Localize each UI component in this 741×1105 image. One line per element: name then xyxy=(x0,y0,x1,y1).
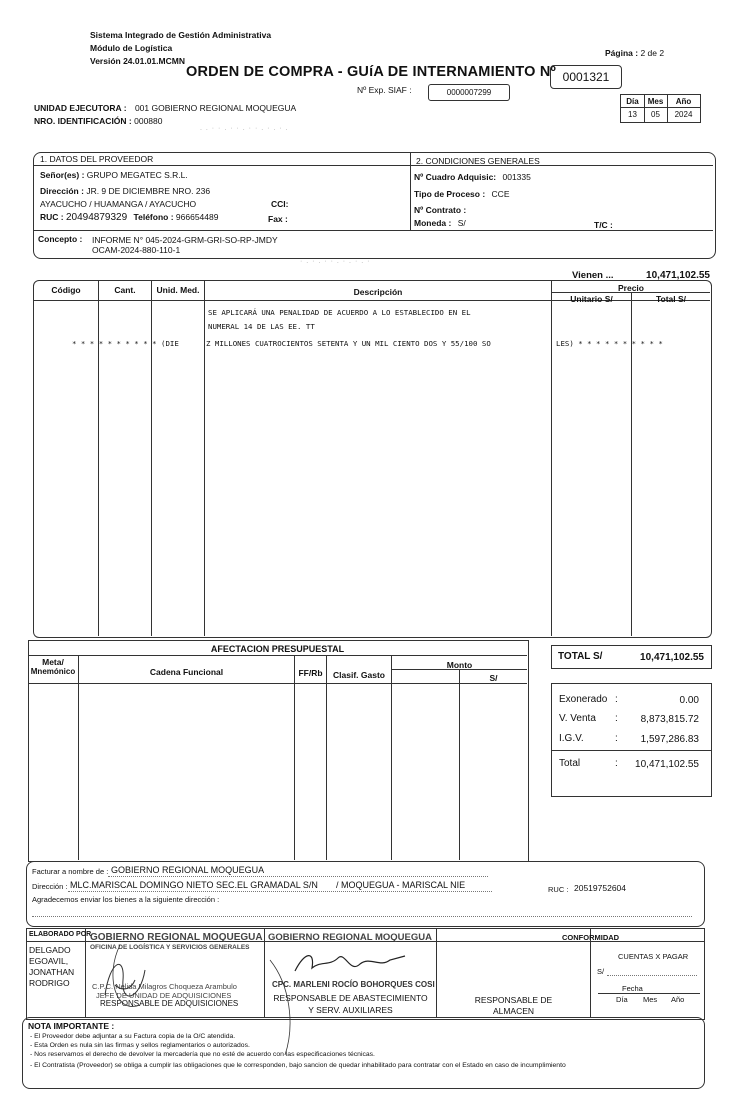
igv-label: I.G.V. xyxy=(559,733,584,744)
net-sale-label: V. Venta xyxy=(559,713,596,724)
col-description: Descripción xyxy=(353,287,403,297)
billing-address-value: MLC.MARISCAL DOMINGO NIETO SEC.EL GRAMADAL S/N xyxy=(70,880,318,890)
bill-to-label: Facturar a nombre de : xyxy=(32,867,109,876)
col-expense-class: Clasif. Gasto xyxy=(333,670,385,680)
scan-noise: . . · · . · · . · · . · . · . xyxy=(200,125,289,132)
executing-unit-label: UNIDAD EJECUTORA : xyxy=(34,103,127,113)
carried-forward-value: 10,471,102.55 xyxy=(646,270,710,281)
scan-noise: · . · . · · . · . · . · xyxy=(300,258,371,265)
provider-address-label: Dirección : xyxy=(40,186,84,196)
provider-ruc-row xyxy=(40,212,218,223)
igv-colon: : xyxy=(615,733,618,744)
prepared-by-name-1: DELGADO xyxy=(29,945,71,955)
stamp-logistics-office: OFICINA DE LOGÍSTICA Y SERVICIOS GENERALES xyxy=(90,944,250,951)
note-line: - El Proveedor debe adjuntar a su Factura copia de la O/C atendida. xyxy=(30,1033,236,1040)
module-name: Módulo de Logística xyxy=(90,43,173,53)
billing-ruc-value: 20519752604 xyxy=(574,883,627,893)
accounts-payable-label: CUENTAS X PAGAR xyxy=(618,952,689,961)
col-total: Total S/ xyxy=(655,294,687,304)
contract-label: Nº Contrato : xyxy=(414,205,467,215)
identification-value: 000880 xyxy=(134,116,163,126)
executing-unit xyxy=(34,103,296,113)
description-line: NUMERAL 14 DE LAS EE. TT xyxy=(208,322,315,331)
cuadro-label: Nº Cuadro Adquisic: xyxy=(414,172,497,182)
provider-city: AYACUCHO / HUAMANGA / AYACUCHO xyxy=(40,199,197,209)
description-line: SE APLICARÁ UNA PENALIDAD DE ACUERDO A LO ESTABLECIDO EN EL xyxy=(208,308,471,317)
bill-to-value: GOBIERNO REGIONAL MOQUEGUA xyxy=(111,865,265,875)
col-unit-price: Unitario S/ xyxy=(570,294,613,304)
col-quantity: Cant. xyxy=(114,285,136,295)
provider-address-row xyxy=(40,186,210,196)
responsible-warehouse-label: RESPONSABLE DE xyxy=(474,995,553,1005)
provider-phone: 966654489 xyxy=(175,212,219,222)
currency-row xyxy=(414,218,466,228)
exp-siaf-box xyxy=(428,84,510,101)
prepared-by-name-3: JONATHAN xyxy=(29,967,75,977)
conditions-section-title: 2. CONDICIONES GENERALES xyxy=(416,156,540,166)
exempt-value: 0.00 xyxy=(679,695,699,706)
exempt-label: Exonerado xyxy=(559,694,608,705)
amount-in-words-prefix: * * * * * * * * * * (DIE xyxy=(72,339,179,348)
provider-phone-label: Teléfono : xyxy=(133,212,174,222)
igv-value: 1,597,286.83 xyxy=(640,734,699,745)
stamp2-name: CPC. MARLENI ROCÍO BOHORQUES COSI xyxy=(272,980,435,989)
date-table xyxy=(620,94,701,123)
tax-summary-box xyxy=(551,683,712,797)
col-meta: Meta/ xyxy=(42,657,64,667)
col-amount-currency: S/ xyxy=(489,673,498,683)
provider-name: GRUPO MEGATEC S.R.L. xyxy=(86,170,188,180)
stamp-head-name: C.P.C. Nelida Milagros Choqueza Arambulo xyxy=(92,982,237,991)
notes-title: NOTA IMPORTANTE : xyxy=(28,1021,115,1031)
grand-total-label: Total xyxy=(559,758,581,769)
order-number: 0001321 xyxy=(562,70,610,84)
order-number-box xyxy=(550,65,622,89)
executing-unit-value: 001 GOBIERNO REGIONAL MOQUEGUA xyxy=(134,103,297,113)
provider-ruc: 20494879329 xyxy=(65,212,128,223)
provider-section-title: 1. DATOS DEL PROVEEDOR xyxy=(40,154,154,164)
concept-label: Concepto : xyxy=(38,234,83,244)
col-amount: Monto xyxy=(446,660,473,670)
carried-forward-label: Vienen ... xyxy=(572,270,614,281)
col-functional-chain: Cadena Funcional xyxy=(149,667,224,677)
net-sale-value: 8,873,815.72 xyxy=(640,714,699,725)
date-year: 2024 xyxy=(674,110,693,119)
col-code: Código xyxy=(51,285,81,295)
sign-date-year: Año xyxy=(671,995,685,1004)
total-value: 10,471,102.55 xyxy=(640,652,704,663)
page-indicator xyxy=(605,48,664,58)
cuadro-row xyxy=(414,172,531,182)
exempt-colon: : xyxy=(615,694,618,705)
total-box xyxy=(551,645,712,669)
stamp-head-role: JEFE DE UNIDAD DE ADQUISICIONES xyxy=(96,991,232,1000)
provider-ruc-label: RUC : xyxy=(40,212,64,222)
identification xyxy=(34,116,163,126)
responsible-supply-label-2: Y SERV. AUXILIARES xyxy=(308,1005,393,1015)
note-line: - Esta Orden es nula sin las firmas y sellos reglamentarios o autorizados. xyxy=(30,1042,250,1049)
exp-siaf-label: Nº Exp. SIAF : xyxy=(357,85,412,95)
system-name: Sistema Integrado de Gestión Administrativa xyxy=(90,30,272,40)
col-price: Precio xyxy=(618,283,644,293)
col-mnemonic: Mnemónico xyxy=(30,667,76,676)
amount-in-words-suffix: LES) * * * * * * * * * * xyxy=(556,339,663,348)
exp-siaf-value: 0000007299 xyxy=(446,88,492,97)
identification-label: NRO. IDENTIFICACIÓN : xyxy=(34,116,132,126)
prepared-by-label: ELABORADO POR xyxy=(29,931,92,938)
date-label: Fecha xyxy=(622,984,643,993)
date-header-month: Mes xyxy=(647,97,664,106)
accounts-payable-currency: S/ xyxy=(597,967,605,976)
process-type-row xyxy=(414,189,510,199)
col-unit: Unid. Med. xyxy=(156,285,200,295)
date-month: 05 xyxy=(651,110,660,119)
page-value: 2 de 2 xyxy=(640,48,665,58)
stamp-regional-gov-1: GOBIERNO REGIONAL MOQUEGUA xyxy=(90,932,263,943)
prepared-by-name-2: EGOAVIL, xyxy=(29,956,69,966)
note-line: - Nos reservamos el derecho de devolver la mercadería que no esté de acuerdo con las especificaciones técnicas. xyxy=(30,1051,375,1058)
grand-total-value: 10,471,102.55 xyxy=(635,759,699,770)
stamp-regional-gov-2: GOBIERNO REGIONAL MOQUEGUA xyxy=(268,932,432,943)
process-type-label: Tipo de Proceso : xyxy=(414,189,486,199)
note-line: - El Contratista (Proveedor) se obliga a cumplir las obligaciones que le corresponden, bajo sancion de quedar inhabilitado para contratar con el Estado en caso de incumplimiento xyxy=(30,1062,566,1069)
provider-name-row xyxy=(40,170,188,180)
fax-label: Fax : xyxy=(268,214,288,224)
sign-date-day: Día xyxy=(616,995,628,1004)
billing-address-city: / MOQUEGUA - MARISCAL NIE xyxy=(336,880,466,890)
exchange-rate-label: T/C : xyxy=(594,220,613,230)
col-ff-rb: FF/Rb xyxy=(298,668,323,678)
amount-in-words: Z MILLONES CUATROCIENTOS SETENTA Y UN MIL CIENTO DOS Y 55/100 SO xyxy=(206,339,491,348)
version-label: Versión 24.01.01.MCMN xyxy=(90,56,185,66)
prepared-by-name-4: RODRIGO xyxy=(29,978,70,988)
cci-label: CCI: xyxy=(271,199,289,209)
total-label: TOTAL S/ xyxy=(558,651,603,662)
signature-pen-stroke xyxy=(100,915,310,1065)
concept-line1: INFORME N° 045-2024-GRM-GRI-SO-RP-JMDY xyxy=(92,235,278,245)
process-type-value: CCE xyxy=(491,189,510,199)
net-sale-colon: : xyxy=(615,713,618,724)
concept-line2: OCAM-2024-880-110-1 xyxy=(92,245,181,255)
grand-total-colon: : xyxy=(615,758,618,769)
billing-ruc-label: RUC : xyxy=(548,885,569,894)
responsible-purchases-label: RESPONSABLE DE ADQUISICIONES xyxy=(100,999,239,1008)
page-label: Página : xyxy=(605,48,639,58)
date-header-day: Día xyxy=(626,97,639,106)
currency-value: S/ xyxy=(457,218,466,228)
delivery-address-label: Agradecemos enviar los bienes a la siguiente dirección : xyxy=(32,895,220,904)
responsible-warehouse-label-2: ALMACEN xyxy=(492,1006,535,1016)
date-day: 13 xyxy=(628,110,637,119)
currency-label: Moneda : xyxy=(414,218,452,228)
date-header-year: Año xyxy=(675,97,692,106)
sign-date-month: Mes xyxy=(643,995,658,1004)
document-title: ORDEN DE COMPRA - GUíA DE INTERNAMIENTO Nº xyxy=(186,64,557,80)
billing-address-label: Dirección : xyxy=(32,882,68,891)
provider-address: JR. 9 DE DICIEMBRE NRO. 236 xyxy=(86,186,211,196)
responsible-supply-label: RESPONSABLE DE ABASTECIMIENTO xyxy=(273,993,428,1003)
conformity-label: CONFORMIDAD xyxy=(562,933,620,942)
items-table xyxy=(33,280,712,638)
provider-name-label: Señor(es) : xyxy=(40,170,85,180)
cuadro-value: 001335 xyxy=(502,172,531,182)
budget-title: AFECTACION PRESUPUESTAL xyxy=(210,644,345,654)
